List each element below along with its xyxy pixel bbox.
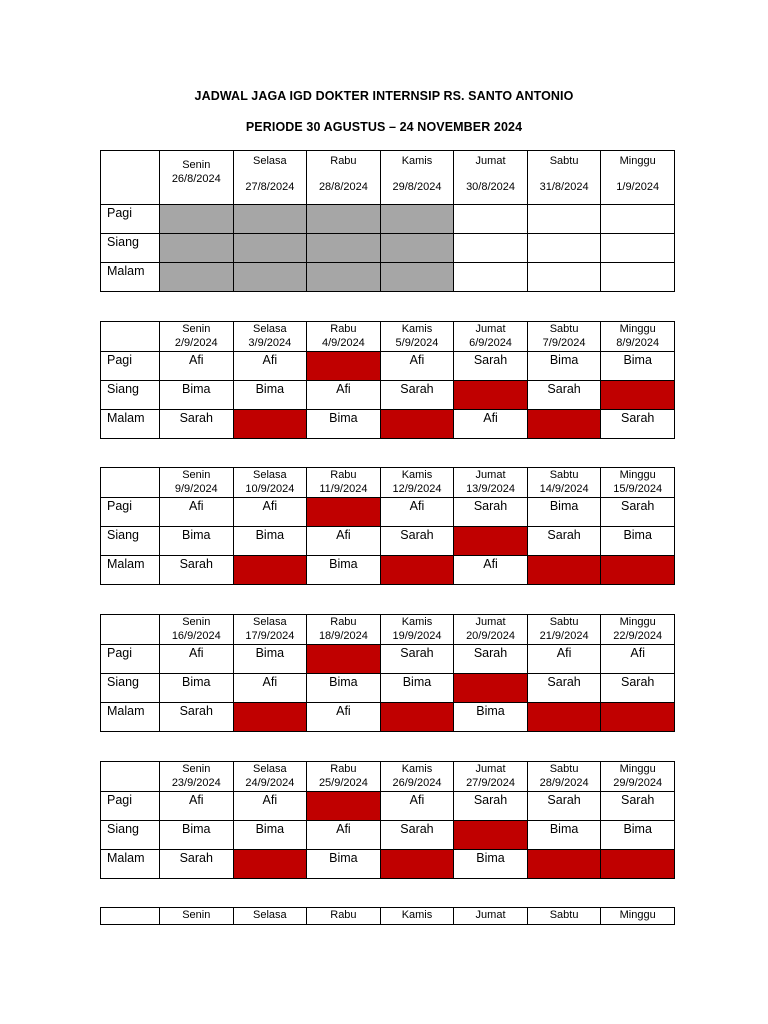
schedule-cell: Afi: [527, 645, 601, 674]
schedule-cell: Sarah: [160, 556, 234, 585]
schedule-cell: Afi: [233, 352, 307, 381]
out-of-period-cell: [233, 263, 307, 292]
schedule-cell: Bima: [380, 674, 454, 703]
unavailable-cell: [454, 381, 528, 410]
out-of-period-cell: [233, 234, 307, 263]
unavailable-cell: [527, 410, 601, 439]
day-header: Selasa 10/9/2024: [233, 468, 307, 498]
day-header: Rabu 4/9/2024: [307, 322, 381, 352]
schedule-cell: Bima: [233, 381, 307, 410]
table-header-row: [101, 151, 675, 205]
shift-row: [101, 821, 675, 850]
out-of-period-cell: [307, 234, 381, 263]
day-header: Selasa 17/9/2024: [233, 615, 307, 645]
unavailable-cell: [307, 645, 381, 674]
schedule-cell: Afi: [233, 792, 307, 821]
unavailable-cell: [307, 352, 381, 381]
day-header: Minggu: [601, 908, 675, 925]
day-header: Sabtu: [527, 908, 601, 925]
unavailable-cell: [380, 410, 454, 439]
unavailable-cell: [454, 674, 528, 703]
schedule-cell: Afi: [160, 645, 234, 674]
schedule-cell: Bima: [601, 821, 675, 850]
corner-cell: [101, 322, 160, 352]
day-header: Senin: [160, 908, 234, 925]
unavailable-cell: [233, 703, 307, 732]
schedule-table-week-3: [100, 467, 675, 585]
schedule-cell: Afi: [454, 410, 528, 439]
schedule-cell: Sarah: [454, 645, 528, 674]
shift-label: Siang: [101, 674, 160, 703]
schedule-cell: Bima: [601, 527, 675, 556]
day-header: Kamis 19/9/2024: [380, 615, 454, 645]
schedule-cell: Sarah: [527, 527, 601, 556]
day-header: Rabu 28/8/2024: [307, 151, 381, 205]
shift-label: Pagi: [101, 352, 160, 381]
schedule-cell: Afi: [233, 674, 307, 703]
schedule-cell: Sarah: [601, 792, 675, 821]
schedule-cell: Afi: [233, 498, 307, 527]
shift-label: Malam: [101, 410, 160, 439]
day-header: Jumat 27/9/2024: [454, 762, 528, 792]
shift-row: [101, 850, 675, 879]
schedule-cell: [601, 263, 675, 292]
schedule-cell: Afi: [307, 821, 381, 850]
corner-cell: [101, 468, 160, 498]
schedule-cell: [527, 205, 601, 234]
out-of-period-cell: [380, 263, 454, 292]
day-header: Rabu 18/9/2024: [307, 615, 381, 645]
schedule-cell: [527, 234, 601, 263]
shift-row: [101, 205, 675, 234]
schedule-cell: Sarah: [601, 674, 675, 703]
schedule-cell: Bima: [527, 821, 601, 850]
shift-label: Pagi: [101, 205, 160, 234]
day-header: Selasa 3/9/2024: [233, 322, 307, 352]
day-header: Selasa: [233, 908, 307, 925]
schedule-cell: Sarah: [454, 792, 528, 821]
unavailable-cell: [307, 498, 381, 527]
shift-label: Siang: [101, 821, 160, 850]
out-of-period-cell: [160, 205, 234, 234]
corner-cell: [101, 908, 160, 925]
day-header: Jumat 20/9/2024: [454, 615, 528, 645]
schedule-cell: Afi: [160, 792, 234, 821]
schedule-cell: Sarah: [380, 645, 454, 674]
schedule-cell: Afi: [601, 645, 675, 674]
schedule-cell: [454, 234, 528, 263]
unavailable-cell: [233, 850, 307, 879]
schedule-cell: Sarah: [160, 410, 234, 439]
day-header: Kamis 5/9/2024: [380, 322, 454, 352]
shift-row: [101, 527, 675, 556]
shift-row: [101, 263, 675, 292]
shift-row: [101, 352, 675, 381]
schedule-cell: Afi: [160, 352, 234, 381]
shift-label: Malam: [101, 703, 160, 732]
day-header: Selasa 24/9/2024: [233, 762, 307, 792]
schedule-cell: Sarah: [454, 498, 528, 527]
schedule-cell: Afi: [380, 498, 454, 527]
schedule-cell: [527, 263, 601, 292]
out-of-period-cell: [160, 234, 234, 263]
schedule-cell: Bima: [307, 674, 381, 703]
day-header: Kamis: [380, 908, 454, 925]
schedule-cell: Bima: [527, 498, 601, 527]
shift-label: Pagi: [101, 792, 160, 821]
unavailable-cell: [454, 821, 528, 850]
out-of-period-cell: [380, 205, 454, 234]
shift-row: [101, 410, 675, 439]
out-of-period-cell: [160, 263, 234, 292]
schedule-table-week-5: [100, 761, 675, 879]
shift-label: Malam: [101, 850, 160, 879]
schedule-cell: [601, 234, 675, 263]
unavailable-cell: [454, 527, 528, 556]
unavailable-cell: [233, 410, 307, 439]
schedule-cell: [601, 205, 675, 234]
unavailable-cell: [380, 703, 454, 732]
day-header: Minggu 1/9/2024: [601, 151, 675, 205]
day-header: Senin 26/8/2024: [160, 151, 234, 205]
unavailable-cell: [601, 381, 675, 410]
schedule-table-week-6: [100, 907, 675, 925]
unavailable-cell: [527, 850, 601, 879]
day-header: Sabtu 28/9/2024: [527, 762, 601, 792]
day-header: Jumat: [454, 908, 528, 925]
schedule-cell: Afi: [380, 792, 454, 821]
schedule-cell: Bima: [601, 352, 675, 381]
day-header: Senin 2/9/2024: [160, 322, 234, 352]
schedule-cell: Bima: [233, 821, 307, 850]
out-of-period-cell: [307, 263, 381, 292]
shift-label: Malam: [101, 263, 160, 292]
schedule-cell: Bima: [527, 352, 601, 381]
schedule-cell: Bima: [160, 527, 234, 556]
schedule-table-week-2: [100, 321, 675, 439]
unavailable-cell: [380, 850, 454, 879]
schedule-cell: Sarah: [160, 850, 234, 879]
schedule-cell: Bima: [307, 410, 381, 439]
schedule-cell: Afi: [380, 352, 454, 381]
day-header: Rabu: [307, 908, 381, 925]
schedule-cell: Bima: [160, 381, 234, 410]
shift-row: [101, 674, 675, 703]
schedule-cell: Sarah: [380, 821, 454, 850]
out-of-period-cell: [380, 234, 454, 263]
schedule-table-week-1: [100, 150, 675, 292]
schedule-cell: Sarah: [601, 498, 675, 527]
schedule-cell: Sarah: [454, 352, 528, 381]
shift-label: Malam: [101, 556, 160, 585]
table-header-row: [101, 908, 675, 925]
schedule-cell: Sarah: [601, 410, 675, 439]
shift-row: [101, 498, 675, 527]
day-header: Kamis 29/8/2024: [380, 151, 454, 205]
table-header-row: [101, 322, 675, 352]
corner-cell: [101, 615, 160, 645]
day-header: Minggu 29/9/2024: [601, 762, 675, 792]
schedule-cell: Bima: [233, 527, 307, 556]
schedule-cell: Sarah: [380, 527, 454, 556]
schedule-cell: Sarah: [527, 792, 601, 821]
schedule-cell: Sarah: [527, 381, 601, 410]
schedule-cell: Sarah: [527, 674, 601, 703]
schedule-cell: Bima: [160, 674, 234, 703]
schedule-cell: Bima: [454, 703, 528, 732]
day-header: Kamis 12/9/2024: [380, 468, 454, 498]
corner-cell: [101, 151, 160, 205]
shift-label: Pagi: [101, 498, 160, 527]
day-header: Jumat 13/9/2024: [454, 468, 528, 498]
shift-row: [101, 381, 675, 410]
day-header: Selasa 27/8/2024: [233, 151, 307, 205]
unavailable-cell: [307, 792, 381, 821]
corner-cell: [101, 762, 160, 792]
schedule-table-week-4: [100, 614, 675, 732]
shift-row: [101, 556, 675, 585]
schedule-cell: Afi: [307, 703, 381, 732]
day-header: Sabtu 31/8/2024: [527, 151, 601, 205]
shift-label: Siang: [101, 234, 160, 263]
day-header: Senin 23/9/2024: [160, 762, 234, 792]
day-header: Jumat 6/9/2024: [454, 322, 528, 352]
schedule-cell: Sarah: [380, 381, 454, 410]
schedule-cell: Afi: [307, 381, 381, 410]
day-header: Jumat 30/8/2024: [454, 151, 528, 205]
unavailable-cell: [601, 850, 675, 879]
schedule-cell: Sarah: [160, 703, 234, 732]
day-header: Minggu 22/9/2024: [601, 615, 675, 645]
unavailable-cell: [601, 556, 675, 585]
unavailable-cell: [601, 703, 675, 732]
out-of-period-cell: [307, 205, 381, 234]
out-of-period-cell: [233, 205, 307, 234]
schedule-cell: Afi: [307, 527, 381, 556]
shift-row: [101, 234, 675, 263]
schedule-cell: [454, 205, 528, 234]
shift-label: Siang: [101, 381, 160, 410]
shift-label: Pagi: [101, 645, 160, 674]
shift-row: [101, 645, 675, 674]
day-header: Minggu 8/9/2024: [601, 322, 675, 352]
table-header-row: [101, 762, 675, 792]
schedule-cell: Bima: [233, 645, 307, 674]
day-header: Kamis 26/9/2024: [380, 762, 454, 792]
unavailable-cell: [527, 556, 601, 585]
day-header: Sabtu 21/9/2024: [527, 615, 601, 645]
unavailable-cell: [380, 556, 454, 585]
day-header: Sabtu 7/9/2024: [527, 322, 601, 352]
schedule-cell: Bima: [454, 850, 528, 879]
schedule-cell: Bima: [307, 556, 381, 585]
day-header: Minggu 15/9/2024: [601, 468, 675, 498]
shift-row: [101, 703, 675, 732]
table-header-row: [101, 615, 675, 645]
schedule-cell: Bima: [160, 821, 234, 850]
schedule-cell: Afi: [454, 556, 528, 585]
schedule-cell: Afi: [160, 498, 234, 527]
period-subtitle: PERIODE 30 AGUSTUS – 24 NOVEMBER 2024: [245, 120, 523, 134]
day-header: Sabtu 14/9/2024: [527, 468, 601, 498]
document-title: JADWAL JAGA IGD DOKTER INTERNSIP RS. SANTO ANTONIO: [194, 89, 574, 103]
shift-row: [101, 792, 675, 821]
table-header-row: [101, 468, 675, 498]
day-header: Senin 9/9/2024: [160, 468, 234, 498]
day-header: Rabu 11/9/2024: [307, 468, 381, 498]
shift-label: Siang: [101, 527, 160, 556]
unavailable-cell: [527, 703, 601, 732]
day-header: Rabu 25/9/2024: [307, 762, 381, 792]
day-header: Senin 16/9/2024: [160, 615, 234, 645]
schedule-cell: [454, 263, 528, 292]
schedule-cell: Bima: [307, 850, 381, 879]
unavailable-cell: [233, 556, 307, 585]
